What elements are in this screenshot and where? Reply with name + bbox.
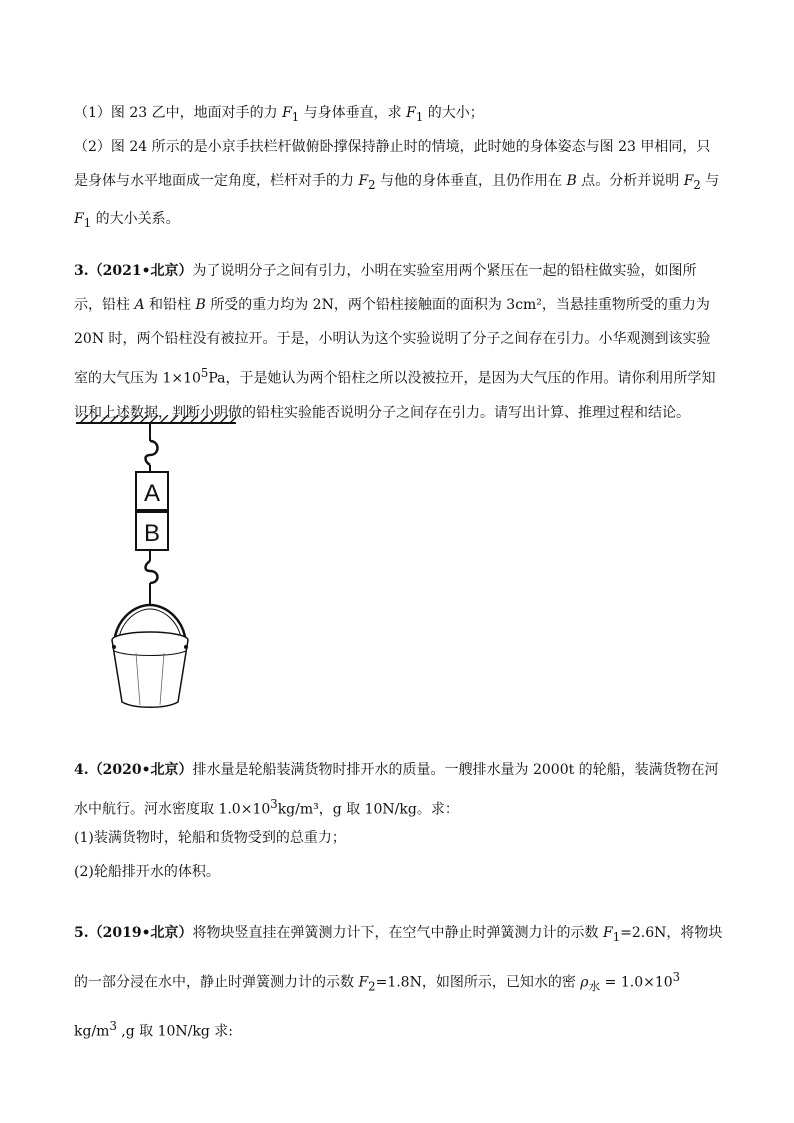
label-a: A xyxy=(143,480,161,507)
superscript: 3 xyxy=(109,1019,117,1034)
text: = 1.0×10 xyxy=(600,974,673,991)
subscript: 1 xyxy=(415,109,424,124)
text: 与身体垂直，求 xyxy=(299,105,407,121)
text: 与他的身体垂直，且仍作用在 xyxy=(375,173,567,189)
text: =2.6N，将物块的一部分浸在水中，静止时弹簧测力计的示数 xyxy=(74,925,723,991)
text: 将物块竖直挂在弹簧测力计下，在空气中静止时弹簧测力计的示数 xyxy=(192,925,603,941)
var-f: F xyxy=(602,925,613,941)
question-4-sub-2 xyxy=(74,855,724,889)
text: =1.8N，如图所示，已知水的密 xyxy=(375,974,581,991)
text: ,g 取 10N/kg 求: xyxy=(116,1023,234,1040)
superscript: 3 xyxy=(672,969,681,984)
text: 和铅柱 xyxy=(144,297,196,313)
lead-cylinder-figure xyxy=(74,415,244,715)
var-b: B xyxy=(566,173,577,189)
text: 所受的重力均为 2N，两个铅柱接触面的面积为 3cm²，当悬挂重物所受的重力为 20N 时，两个铅柱没有被拉开。于是，小明认为这个实验说明了分子之间存在引力。小华观测到该实验室的大气压为 1×10 xyxy=(74,297,711,387)
var-b: B xyxy=(195,297,206,313)
subscript: 1 xyxy=(83,215,92,230)
text: （2）图 24 所示的是小京手扶栏杆做俯卧撑保持静止时的情境，此时她的身体姿态与图 23 甲相同，只是身体与水平地面成一定角度，栏杆对手的力 xyxy=(74,139,711,189)
question-number: 3.（2021•北京） xyxy=(74,263,193,279)
var-f: F xyxy=(683,173,694,189)
question-5 xyxy=(74,913,724,1052)
text: 点。分析并说明 xyxy=(576,173,684,189)
subscript: 水 xyxy=(588,979,601,994)
question-number: 4.（2020•北京） xyxy=(74,762,193,778)
question-3 xyxy=(74,254,724,430)
label-b: B xyxy=(143,520,161,547)
lead-cylinder-diagram xyxy=(74,415,244,715)
text: (1)装满货物时，轮船和货物受到的总重力； xyxy=(74,830,346,846)
var-f: F xyxy=(282,105,292,121)
var-f: F xyxy=(358,974,369,991)
text: 排水量是轮船装满货物时排开水的质量。一艘排水量为 2000t 的轮船，装满货物在河水中航行。河水密度取 1.0×10 xyxy=(74,762,719,818)
text: (2)轮船排开水的体积。 xyxy=(74,864,220,880)
subscript: 2 xyxy=(368,979,376,994)
question-number: 5.（2019•北京） xyxy=(74,925,193,941)
text: 的大小； xyxy=(423,105,484,121)
bucket-body xyxy=(112,640,188,707)
text: 与 xyxy=(700,173,720,189)
subscript: 1 xyxy=(612,929,621,944)
question-4-sub-1 xyxy=(74,821,724,855)
question-item-1 xyxy=(74,96,724,134)
subscript: 2 xyxy=(693,177,701,192)
subscript: 1 xyxy=(291,109,300,124)
var-f: F xyxy=(358,173,369,189)
text: （1）图 23 乙中，地面对手的力 xyxy=(74,105,283,121)
var-a: A xyxy=(134,297,145,313)
text: Pa，于是她认为两个铅柱之所以没被拉开，是因为大气压的作用。请你利用所学知识和上述数据，判断小明做的铅柱实验能否说明分子之间存在引力。请写出计算、推理过程和结论。 xyxy=(74,370,716,421)
superscript: 3 xyxy=(270,797,278,811)
superscript: 5 xyxy=(200,366,209,380)
question-4 xyxy=(74,753,724,827)
question-item-2 xyxy=(74,130,724,240)
subscript: 2 xyxy=(368,177,376,192)
var-f: F xyxy=(406,105,416,121)
text: kg/m xyxy=(74,1023,110,1040)
text: 为了说明分子之间有引力，小明在实验室用两个紧压在一起的铅柱做实验，如图所示，铅柱 xyxy=(74,263,697,313)
text: 的大小关系。 xyxy=(91,210,180,227)
var-rho: ρ xyxy=(580,974,589,991)
var-f: F xyxy=(74,210,84,227)
text: kg/m³，g 取 10N/kg。求： xyxy=(277,801,459,818)
